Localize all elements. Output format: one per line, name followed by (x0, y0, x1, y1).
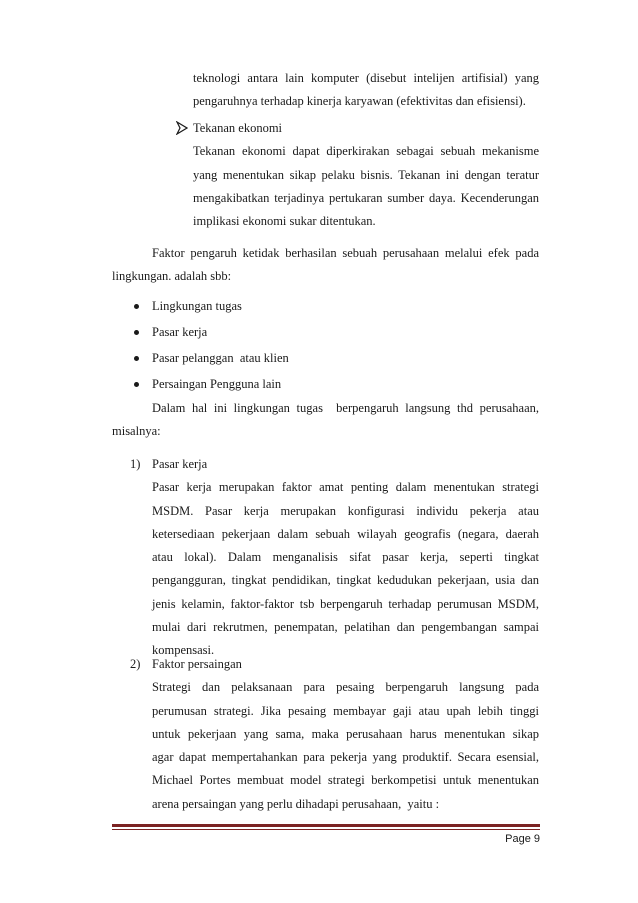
text-line: lingkungan. adalah sbb: (112, 269, 232, 284)
text-line: yang menentukan sikap pelaku bisnis. Tekanan ini dengan teratur (193, 167, 539, 182)
text-line: mengakibatkan terjadinya pertukaran sumber daya. Kecenderungan (193, 190, 539, 205)
competition-section (152, 653, 539, 816)
text-line: implikasi ekonomi sukar ditentukan. (193, 214, 376, 229)
text-line: MSDM. Pasar kerja merupakan konfigurasi individu pekerja atau (152, 503, 539, 518)
item-number: 1) (130, 457, 141, 471)
text-line: Pasar kerja merupakan faktor amat penting dalam menentukan strategi (152, 480, 539, 495)
text-line: pengangguran, tingkat pendidikan, tingkat kedudukan pekerjaan, usia dan (152, 573, 539, 588)
item-number: 2) (130, 657, 141, 671)
text-line: Faktor pengaruh ketidak berhasilan sebuah perusahaan melalui efek pada (152, 246, 539, 260)
bullet-icon (134, 382, 139, 387)
list-item: Persaingan Pengguna lain (152, 377, 282, 391)
text-line: ketersediaan pekerjaan dalam sebuah wilayah geografis (negara, daerah (152, 526, 539, 541)
text-line: Michael Portes membuat model strategi berkompetisi untuk menentukan (152, 773, 539, 788)
footer-rule (112, 824, 540, 827)
text-line: misalnya: (112, 424, 161, 439)
text-line: mulai dari rekrutmen, penempatan, pelatihan dan pengembangan sampai (152, 620, 539, 635)
arrow-bullet-icon (176, 121, 188, 135)
text-line: perumusan strategi. Jika pesaing membayar gaji atau upah lebih tinggi (152, 703, 539, 718)
bullet-icon (134, 304, 139, 309)
list-item: Pasar pelanggan atau klien (152, 351, 289, 365)
task-intro-paragraph (112, 397, 539, 444)
bullet-icon (134, 330, 139, 335)
bullet-icon (134, 356, 139, 361)
page-number: Page 9 (505, 833, 540, 845)
labor-market-section (152, 453, 539, 663)
list-item: Lingkungan tugas (152, 299, 242, 313)
text-line: Dalam hal ini lingkungan tugas berpengaruh langsung thd perusahaan, (152, 401, 539, 415)
text-line: pengaruhnya terhadap kinerja karyawan (efektivitas dan efisiensi). (193, 94, 526, 109)
text-line: teknologi antara lain komputer (disebut intelijen artifisial) yang (193, 71, 539, 85)
economy-heading: Tekanan ekonomi (193, 121, 283, 135)
text-line: jenis kelamin, faktor-faktor tsb berpengaruh terhadap perumusan MSDM, (152, 596, 539, 611)
text-line: atau lokal). Dalam menganalisis sifat pasar kerja, seperti tingkat (152, 550, 539, 565)
factor-intro-paragraph (112, 242, 539, 289)
item-heading: Pasar kerja (152, 457, 208, 471)
text-line: Tekanan ekonomi dapat diperkirakan sebagai sebuah mekanisme (193, 144, 539, 159)
footer-rule-thin (112, 829, 540, 830)
text-line: Strategi dan pelaksanaan para pesaing berpengaruh langsung pada (152, 680, 539, 695)
text-line: arena persaingan yang perlu dihadapi perusahaan, yaitu : (152, 796, 440, 811)
text-line: agar dapat mempertahankan para pekerja yang produktif. Secara esensial, (152, 750, 539, 765)
text-line: kompensasi. (152, 643, 215, 658)
text-line: untuk pekerjaan yang sama, maka perusahaan harus menentukan sikap (152, 726, 539, 741)
item-heading: Faktor persaingan (152, 657, 242, 671)
economy-section (193, 117, 539, 233)
list-item: Pasar kerja (152, 325, 208, 339)
technology-paragraph (193, 67, 539, 114)
